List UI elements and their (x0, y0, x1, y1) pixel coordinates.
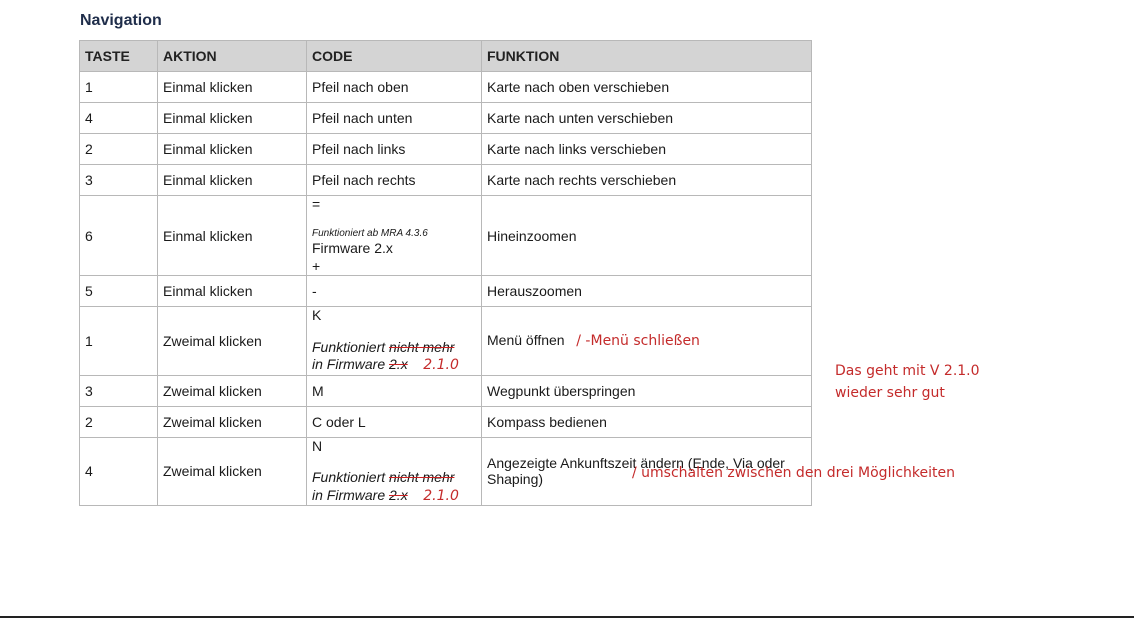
table-row (80, 406, 812, 437)
table-header-row (80, 41, 812, 72)
handwritten-side-note: Das geht mit V 2.1.0 wieder sehr gut (835, 363, 980, 401)
cell-funktion: Angezeigte Ankunftszeit ändern (Ende, Via oder Shaping) (482, 437, 812, 506)
cell-aktion: Zweimal klicken (158, 437, 307, 506)
code-equals: = (312, 196, 321, 212)
cell-taste: 3 (80, 165, 158, 196)
cell-code: M (307, 375, 482, 406)
cell-taste: 1 (80, 307, 158, 376)
code-note: Funktioniert nicht mehr (312, 469, 455, 485)
cell-code: - (307, 276, 482, 307)
handwritten-version: 2.1.0 (423, 487, 459, 504)
cell-aktion: Einmal klicken (158, 196, 307, 276)
cell-funktion: Karte nach oben verschieben (482, 72, 812, 103)
table-row (80, 72, 812, 103)
cell-aktion: Einmal klicken (158, 103, 307, 134)
cell-funktion: Menü öffnen / -Menü schließen (482, 307, 812, 376)
cell-code: Pfeil nach links (307, 134, 482, 165)
cell-funktion: Herauszoomen (482, 276, 812, 307)
table-row (80, 375, 812, 406)
cell-taste: 5 (80, 276, 158, 307)
bottom-divider (0, 616, 1134, 618)
cell-aktion: Einmal klicken (158, 165, 307, 196)
handwritten-compass-note: / umschalten zwischen den drei Möglichkeiten (632, 465, 956, 481)
cell-code: Pfeil nach rechts (307, 165, 482, 196)
code-plus: + (312, 257, 321, 274)
cell-code: Pfeil nach unten (307, 103, 482, 134)
code-key: N (312, 437, 323, 454)
cell-taste: 4 (80, 437, 158, 506)
table-row (80, 165, 812, 196)
cell-aktion: Zweimal klicken (158, 406, 307, 437)
cell-taste: 3 (80, 375, 158, 406)
cell-funktion: Karte nach links verschieben (482, 134, 812, 165)
cell-aktion: Einmal klicken (158, 72, 307, 103)
table-row (80, 196, 812, 276)
table-row (80, 276, 812, 307)
cell-funktion: Karte nach rechts verschieben (482, 165, 812, 196)
cell-code (307, 196, 482, 276)
code-note-firmware: in Firmware 2.x 2.1.0 (312, 486, 459, 504)
cell-code (307, 307, 482, 376)
cell-funktion: Kompass bedienen (482, 406, 812, 437)
code-firmware: Firmware 2.x (312, 240, 393, 256)
code-key: K (312, 307, 322, 323)
cell-aktion: Zweimal klicken (158, 375, 307, 406)
cell-aktion: Einmal klicken (158, 276, 307, 307)
column-header-funktion: FUNKTION (482, 41, 812, 72)
handwritten-menu-note: / -Menü schließen (576, 333, 700, 350)
cell-aktion: Einmal klicken (158, 134, 307, 165)
cell-taste: 4 (80, 103, 158, 134)
cell-funktion: Wegpunkt überspringen (482, 375, 812, 406)
cell-taste: 6 (80, 196, 158, 276)
section-heading: Navigation (80, 12, 162, 29)
cell-code: C oder L (307, 406, 482, 437)
cell-aktion: Zweimal klicken (158, 307, 307, 376)
table-row (80, 307, 812, 376)
cell-funktion: Hineinzoomen (482, 196, 812, 276)
column-header-taste: TASTE (80, 41, 158, 72)
code-note: Funktioniert ab MRA 4.3.6 (312, 227, 428, 239)
code-note-firmware: in Firmware 2.x 2.1.0 (312, 356, 459, 373)
code-note: Funktioniert nicht mehr (312, 338, 455, 355)
table-row (80, 134, 812, 165)
column-header-code: CODE (307, 41, 482, 72)
cell-code (307, 437, 482, 506)
column-header-aktion: AKTION (158, 41, 307, 72)
cell-taste: 1 (80, 72, 158, 103)
table-row (80, 103, 812, 134)
cell-code: Pfeil nach oben (307, 72, 482, 103)
cell-taste: 2 (80, 134, 158, 165)
handwritten-version: 2.1.0 (423, 357, 459, 373)
navigation-table (79, 40, 812, 506)
cell-funktion: Karte nach unten verschieben (482, 103, 812, 134)
cell-taste: 2 (80, 406, 158, 437)
